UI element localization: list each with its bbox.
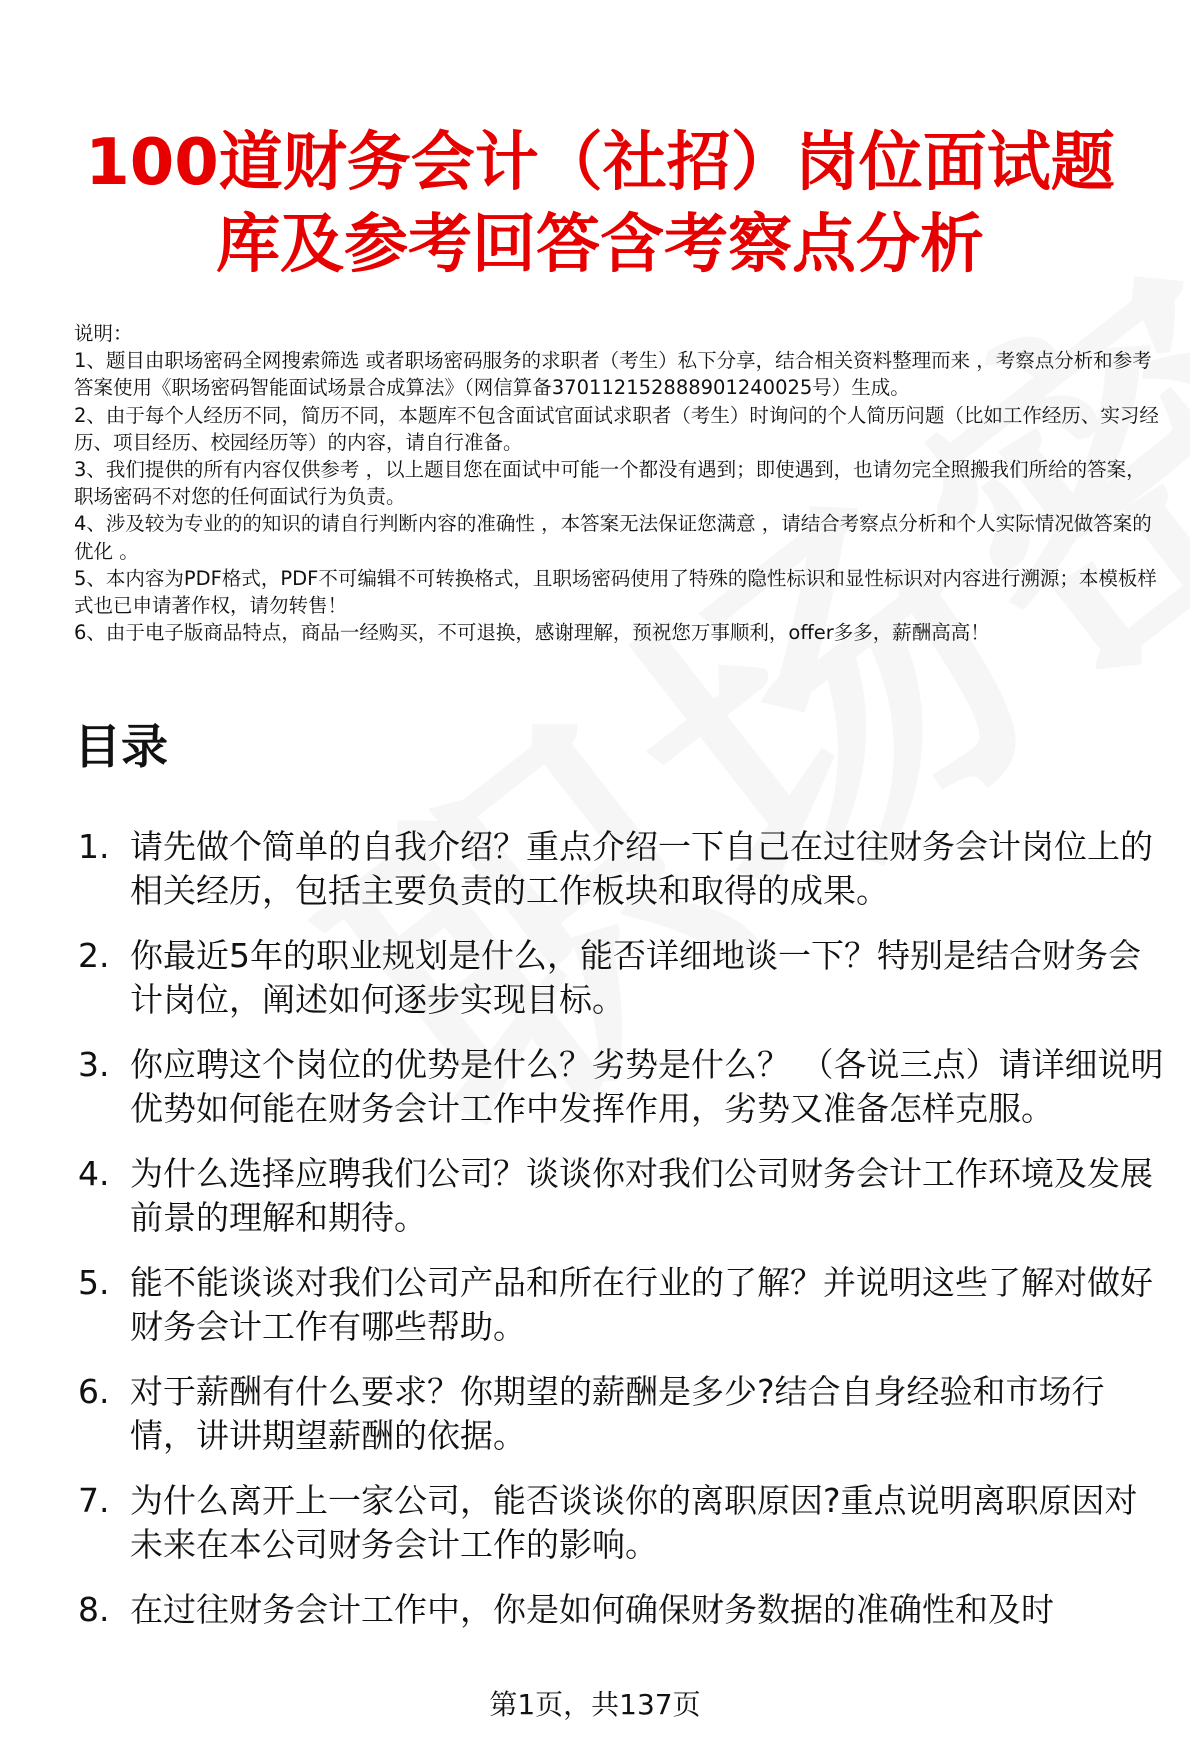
toc-item-number: 7. — [78, 1481, 110, 1520]
toc-item-text: 为什么选择应聘我们公司？谈谈你对我们公司财务会计工作环境及发展前景的理解和期待。 — [130, 1154, 1153, 1237]
toc-item-text: 对于薪酬有什么要求？你期望的薪酬是多少?结合自身经验和市场行情，讲讲期望薪酬的依据。 — [130, 1372, 1105, 1455]
toc-list — [74, 825, 1168, 1653]
toc-item-3[interactable] — [74, 1043, 1168, 1131]
toc-item-text: 请先做个简单的自我介绍？重点介绍一下自己在过往财务会计岗位上的相关经历，包括主要负责的工作板块和取得的成果。 — [130, 827, 1153, 910]
toc-item-7[interactable] — [74, 1479, 1168, 1567]
note-item-1: 1、题目由职场密码全网搜索筛选 或者职场密码服务的求职者（考生）私下分享，结合相关资料整理而来 ，考察点分析和参考答案使用《职场密码智能面试场景合成算法》（网信算备370112152888901240025号）生成。 — [74, 349, 1152, 400]
note-item-4: 4、涉及较为专业的的知识的请自行判断内容的准确性 ，本答案无法保证您满意 ，请结合考察点分析和个人实际情况做答案的优化 。 — [74, 512, 1152, 563]
page-footer: 第1页，共137页 — [489, 1688, 701, 1721]
toc-item-text: 你最近5年的职业规划是什么，能否详细地谈一下？特别是结合财务会计岗位，阐述如何逐步实现目标。 — [130, 936, 1141, 1019]
toc-item-number: 6. — [78, 1372, 110, 1411]
note-item-6: 6、由于电子版商品特点，商品一经购买，不可退换，感谢理解，预祝您万事顺利，offer多多，薪酬高高！ — [74, 621, 990, 645]
toc-item-text: 能不能谈谈对我们公司产品和所在行业的了解？并说明这些了解对做好财务会计工作有哪些帮助。 — [130, 1263, 1153, 1346]
toc-item-number: 5. — [78, 1263, 110, 1302]
note-item-3: 3、我们提供的所有内容仅供参考 ，以上题目您在面试中可能一个都没有遇到；即使遇到，也请勿完全照搬我们所给的答案，职场密码不对您的任何面试行为负责。 — [74, 458, 1146, 509]
toc-item-6[interactable] — [74, 1370, 1168, 1458]
toc-item-number: 3. — [78, 1045, 110, 1084]
toc-item-text: 你应聘这个岗位的优势是什么？劣势是什么？ （各说三点）请详细说明优势如何能在财务会计工作中发挥作用，劣势又准备怎样克服。 — [130, 1045, 1164, 1128]
notes-heading: 说明： — [74, 322, 133, 345]
toc-item-number: 1. — [78, 827, 110, 866]
toc-item-number: 2. — [78, 936, 110, 975]
toc-item-number: 8. — [78, 1590, 110, 1629]
note-item-5: 5、本内容为PDF格式，PDF不可编辑不可转换格式，且职场密码使用了特殊的隐性标识和显性标识对内容进行溯源；本模板样式也已申请著作权，请勿转售！ — [74, 566, 1157, 618]
document-title — [60, 122, 1140, 286]
title-line-2: 库及参考回答含考察点分析 — [216, 208, 984, 282]
toc-item-8[interactable] — [74, 1588, 1168, 1632]
notes-section — [74, 320, 1164, 646]
toc-item-1[interactable] — [74, 825, 1168, 913]
toc-item-text: 在过往财务会计工作中，你是如何确保财务数据的准确性和及时 — [130, 1590, 1054, 1629]
toc-item-2[interactable] — [74, 934, 1168, 1022]
toc-item-number: 4. — [78, 1154, 110, 1193]
toc-heading: 目录 — [74, 720, 168, 775]
title-line-1: 100道财务会计（社招）岗位面试题 — [85, 126, 1115, 200]
toc-item-text: 为什么离开上一家公司，能否谈谈你的离职原因?重点说明离职原因对未来在本公司财务会计工作的影响。 — [130, 1481, 1138, 1564]
toc-item-4[interactable] — [74, 1152, 1168, 1240]
note-item-2: 2、由于每个人经历不同，简历不同，本题库不包含面试官面试求职者（考生）时询问的个人简历问题（比如工作经历、实习经历、项目经历、校园经历等）的内容，请自行准备。 — [74, 403, 1159, 454]
toc-item-5[interactable] — [74, 1261, 1168, 1349]
